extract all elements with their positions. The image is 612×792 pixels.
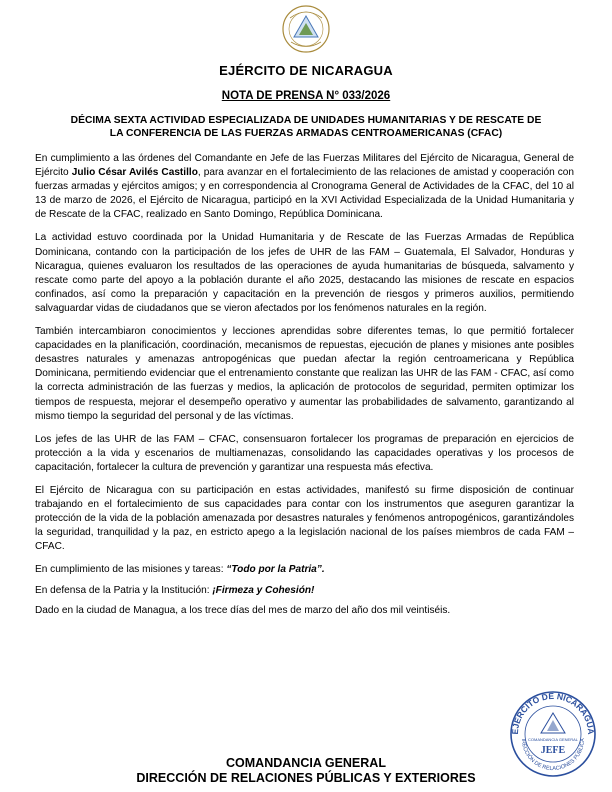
headline-line-2: LA CONFERENCIA DE LAS FUERZAS ARMADAS CENTROAMERICANAS (CFAC)	[109, 128, 503, 139]
paragraph-1-start: En cumplimiento a las órdenes del Comandante en Jefe de las Fuerzas Militares del Ejército de Nicaragua, General de Ejército	[35, 153, 574, 179]
commander-name: Julio César Avilés Castillo	[71, 167, 198, 179]
signature-line-2: DIRECCIÓN DE RELACIONES PÚBLICAS Y EXTERIORES	[136, 771, 476, 785]
stamp-bottom-text: IRECCIÓN DE RELACIONES PÚBLICA	[519, 738, 587, 773]
coat-of-arms-seal-icon	[281, 4, 331, 54]
paragraph-date: Dado en la ciudad de Managua, a los trece días del mes de marzo del año dos mil veintiséis.	[35, 604, 451, 616]
paragraph-1-end: , para avanzar en el fortalecimiento de las relaciones de amistad y cooperación con fuerzas armadas y ejércitos amigos; y en correspondencia al Cronograma General de Actividades de la CFAC, del 10 al 13 de marzo de 2026, el Ejército de Nicaragua, participó en la XVI Actividad Especializada de la Unidad Humanitaria y de Rescate de la CFAC, realizado en Santo Domingo, República Dominicana.	[35, 167, 574, 221]
article-body	[35, 152, 574, 624]
paragraph-motto-1	[35, 563, 574, 577]
headline	[30, 114, 582, 140]
paragraph-1	[35, 152, 574, 222]
paragraph-3: También intercambiaron conocimientos y lecciones aprendidas sobre diferentes temas, lo que permitió fortalecer capacidades en la planificación, coordinación, mecanismos de repuestas, ejecución de planes y misiones ante posibles desastres naturales y amenazas antropogénicas que puedan afectar la región centroamericana y República Dominicana, permitiendo evidenciar que el entrenamiento constante que realizan las UHR de las FAM - CFAC, así como la correcta administración de las fuerzas y medios, la aplicación de protocolos de seguridad, permiten optimizar los tiempos de respuesta, mejorar el desempeño operativo y aumentar las probabilidades de salvamento, garantizando al mismo tiempo la seguridad del personal y de las víctimas.	[35, 326, 574, 422]
press-note-number: NOTA DE PRENSA N° 033/2026	[221, 90, 391, 102]
motto-2: ¡Firmeza y Cohesión!	[212, 584, 315, 596]
motto-1: “Todo por la Patria”.	[226, 564, 325, 576]
motto-2-intro: En defensa de la Patria y la Institución:	[35, 584, 213, 596]
signature-line-1: COMANDANCIA GENERAL	[226, 756, 386, 770]
paragraph-4: Los jefes de las UHR de las FAM – CFAC, consensuaron fortalecer los programas de preparación en ejercicios de protección a la vida y escenarios de multiamenazas, consolidando las capacidades operativas y los procesos de capacitación, fortalecer la cultura de prevención y garantizar una respuesta más efectiva.	[35, 433, 574, 473]
stamp-outer-text: EJÉRCITO DE NICARAGUA	[509, 690, 597, 735]
paragraph-motto-2	[35, 584, 574, 598]
paragraph-5: El Ejército de Nicaragua con su participación en estas actividades, manifestó su firme disposición de continuar trabajando en el fortalecimiento de sus capacidades para contar con los instrumentos que aseguren garantizar la protección de la vida de la población amenazada por desastres naturales y fenómenos antropogénicos, garantizándoles la seguridad, tranquilidad y la paz, en estricto apego a la legislación nacional de los países miembros de cada FAM – CFAC.	[35, 484, 574, 553]
organization-title: EJÉRCITO DE NICARAGUA	[219, 63, 393, 78]
stamp-inner-text: COMANDANCIA GENERAL	[527, 737, 579, 742]
paragraph-2: La actividad estuvo coordinada por la Unidad Humanitaria y de Rescate de las Fuerzas Armadas de República Dominicana, contando con la participación de los jefes de UHR de las FAM – Guatemala, El Salvador, Honduras y Nicaragua, quienes evaluaron los resultados de las operaciones de ayuda humanitarias de búsqueda, salvamento y rescate como parte del apoyo a la población durante el año 2025, destacando las misiones de rescate en espacios confinados, así como la preparación y capacitación en la prevención de riesgos y primeros auxilios, permitiendo salvaguardar vidas de ciudadanos que se vieron afectados por los fenómenos naturales en la región.	[35, 232, 574, 314]
headline-line-1: DÉCIMA SEXTA ACTIVIDAD ESPECIALIZADA DE UNIDADES HUMANITARIAS Y DE RESCATE DE	[70, 115, 542, 126]
stamp-center-label: JEFE	[540, 745, 566, 756]
motto-1-intro: En cumplimiento de las misiones y tareas:	[35, 564, 227, 576]
